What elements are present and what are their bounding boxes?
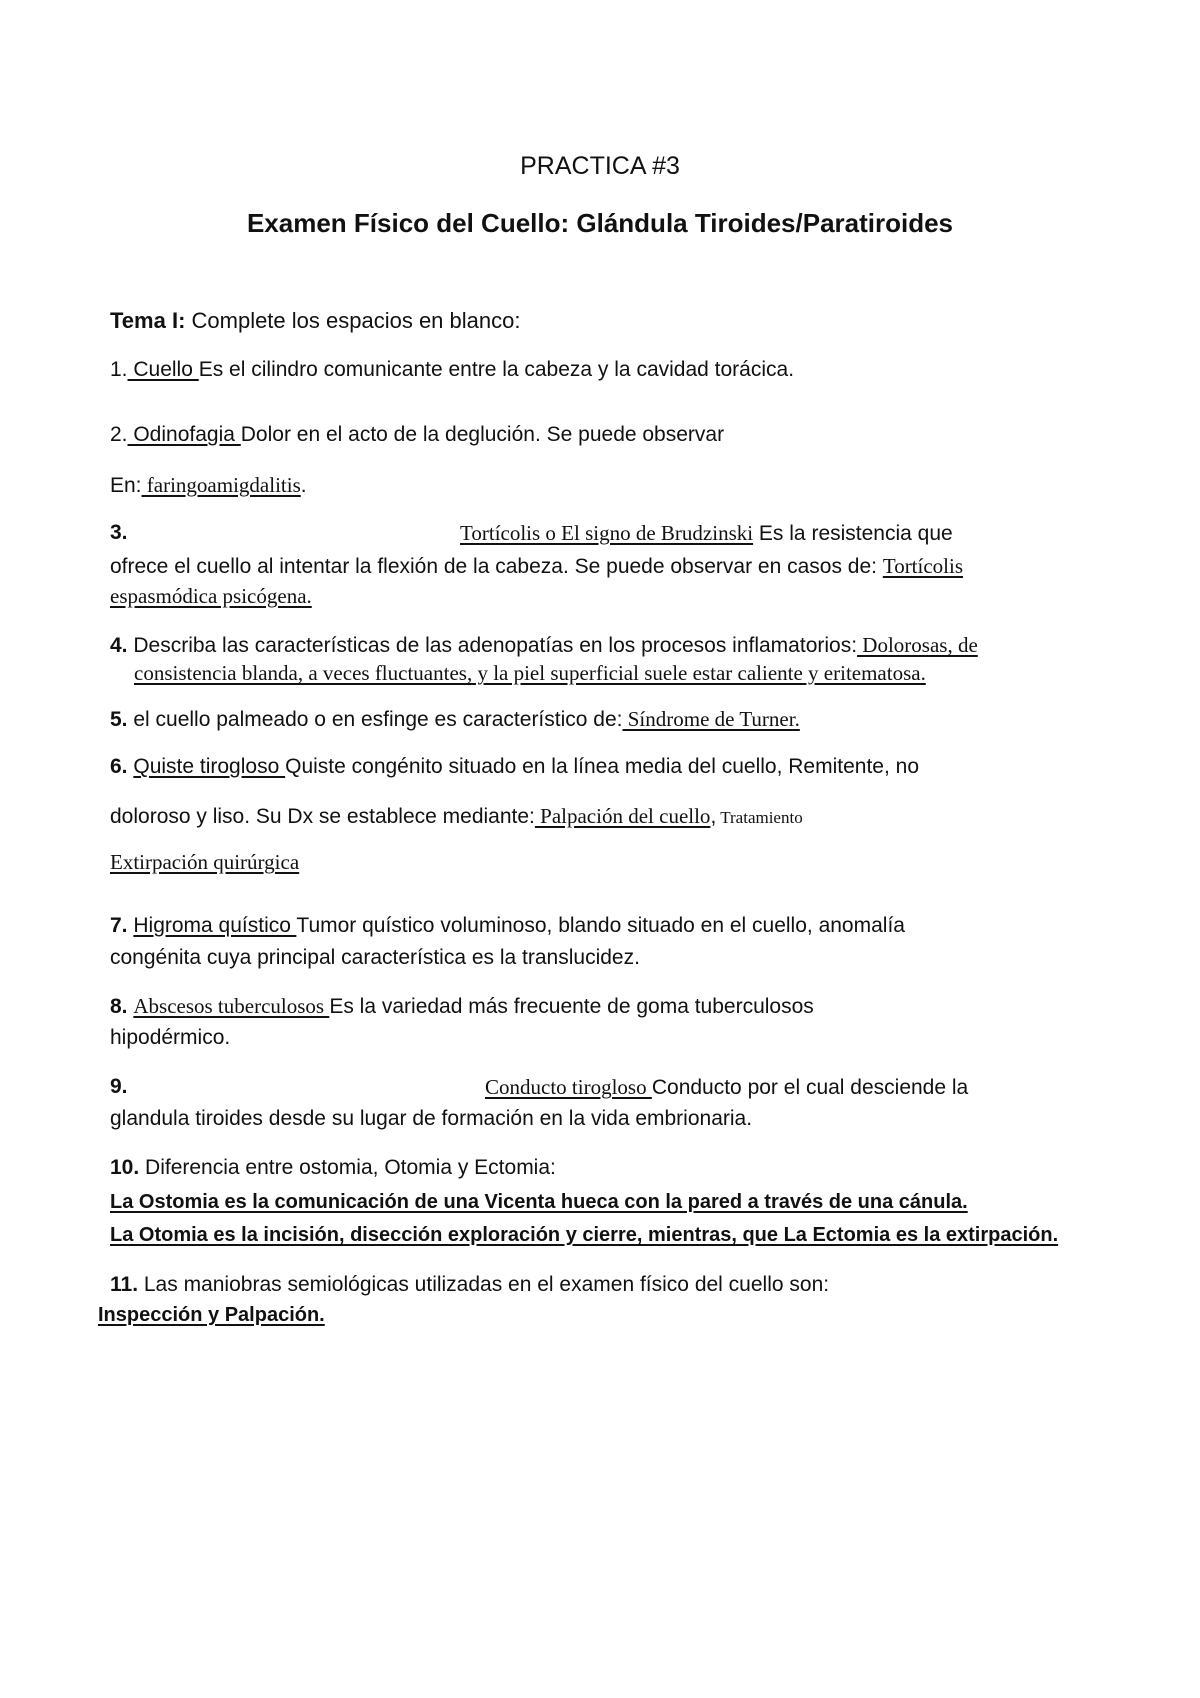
question-text: Describa las características de las adenopatías en los procesos inflamatorios: (127, 634, 858, 657)
question-2-continuation (110, 472, 307, 499)
question-3 (460, 520, 953, 547)
question-text: Las maniobras semiológicas utilizadas en el examen físico del cuello son: (138, 1273, 830, 1296)
question-text: En: (110, 474, 142, 497)
question-number: 9. (110, 1075, 128, 1098)
question-text: el cuello palmeado o en esfinge es característico de: (127, 708, 623, 731)
page-title: PRACTICA #3 (520, 152, 680, 180)
question-number: 3. (110, 521, 128, 544)
question-number: 7. (110, 914, 128, 937)
answer-text: espasmódica psicógena. (110, 584, 312, 608)
answer-text: Tortícolis o El signo de Brudzinski (460, 521, 754, 545)
question-text: Es la resistencia que (753, 522, 953, 545)
section-heading (110, 308, 520, 334)
question-11 (110, 1272, 829, 1298)
question-text: congénita cuya principal característica es la translucidez. (110, 946, 640, 969)
question-text: Tratamiento (716, 808, 803, 827)
question-9 (485, 1074, 968, 1101)
question-10 (110, 1155, 556, 1181)
page-subtitle: Examen Físico del Cuello: Glándula Tiroides/Paratiroides (246, 208, 954, 238)
answer-text: Quiste tirogloso (133, 755, 286, 778)
question-text: Quiste congénito situado en la línea media del cuello, Remitente, no (285, 755, 920, 778)
question-text: ofrece el cuello al intentar la flexión de la cabeza. Se puede observar en casos de: (110, 555, 883, 578)
question-number: 1. (110, 358, 128, 381)
question-4 (110, 632, 978, 659)
answer-text: Inspección y Palpación. (98, 1304, 325, 1326)
question-text: Conducto por el cual desciende la (651, 1076, 969, 1099)
answer-text: Odinofagia (127, 423, 241, 446)
question-3-line-2 (110, 553, 963, 580)
question-text: Diferencia entre ostomia, Otomia y Ectomia: (139, 1156, 556, 1179)
question-6 (110, 754, 919, 780)
answer-text: La Ostomia es la comunicación de una Vicenta hueca con la pared a través de una cánula. (110, 1191, 968, 1213)
answer-text: Tortícolis (882, 554, 964, 578)
answer-text: consistencia blanda, a veces fluctuantes, y la piel superficial suele estar caliente y eritematosa. (134, 661, 926, 685)
question-2 (110, 422, 724, 448)
answer-text: Higroma quístico (133, 914, 297, 937)
question-text: Es la variedad más frecuente de goma tuberculosos (329, 995, 814, 1018)
answer-text: faringoamigdalitis (141, 473, 301, 497)
answer-text: Conducto tirogloso (485, 1075, 652, 1099)
answer-text: Cuello (127, 358, 199, 381)
question-8 (110, 993, 814, 1020)
section-label: Tema I: (110, 308, 186, 333)
question-text: hipodérmico. (110, 1026, 231, 1049)
question-text: Es el cilindro comunicante entre la cabeza y la cavidad torácica. (198, 358, 795, 381)
question-number: 8. (110, 995, 128, 1018)
question-number: 4. (110, 634, 128, 657)
answer-text: Dolorosas, de (857, 633, 978, 657)
question-text: , (710, 805, 717, 828)
question-number: 2. (110, 423, 128, 446)
answer-text: Palpación del cuello (534, 804, 711, 828)
question-1 (110, 357, 794, 383)
question-text: glandula tiroides desde su lugar de formación en la vida embrionaria. (110, 1107, 753, 1130)
answer-text: La Otomia es la incisión, disección exploración y cierre, mientras, que La Ectomia es la extirpación. (110, 1224, 1059, 1246)
answer-text: Síndrome de Turner. (622, 707, 800, 731)
question-number: 6. (110, 755, 128, 778)
question-number: 11. (110, 1273, 139, 1296)
question-text: . (300, 474, 307, 497)
question-number: 10. (110, 1156, 140, 1179)
question-5 (110, 706, 800, 733)
question-text: doloroso y liso. Su Dx se establece mediante: (110, 805, 535, 828)
question-7 (110, 913, 905, 939)
answer-text: Extirpación quirúrgica (110, 850, 300, 874)
question-number: 5. (110, 708, 128, 731)
question-6-line-2 (110, 803, 803, 831)
answer-text: Abscesos tuberculosos (133, 994, 330, 1018)
section-instructions: Complete los espacios en blanco: (185, 308, 521, 333)
question-text: Dolor en el acto de la deglución. Se puede observar (240, 423, 725, 446)
question-text: Tumor quístico voluminoso, blando situado en el cuello, anomalía (296, 914, 905, 937)
